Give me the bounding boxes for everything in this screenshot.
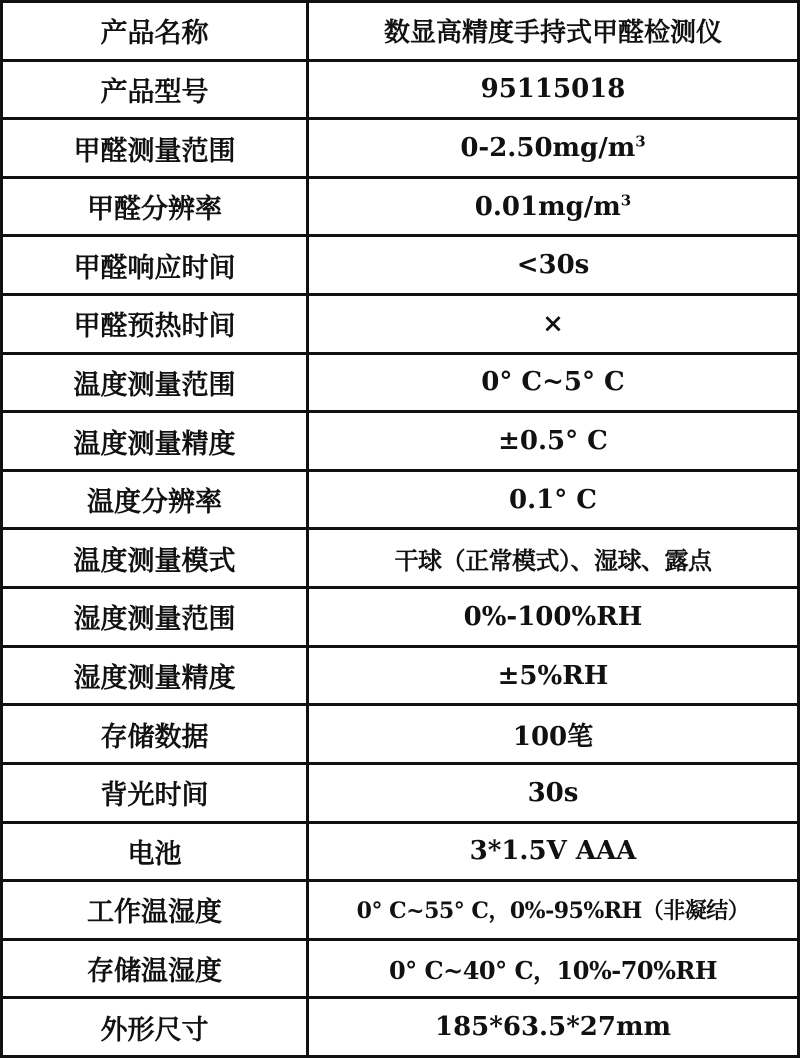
formaldehyde-range-text: 0-2.50mg/m [460,133,636,164]
table-row [2,529,799,588]
row-value-storage-conditions: 0° C~40° C，10%-70%RH [308,939,799,998]
table-row [2,353,799,412]
cubic-superscript: 3 [620,190,632,209]
row-value-operating-conditions: 0° C~55° C，0%-95%RH（非凝结） [308,881,799,940]
row-value-formaldehyde-range [308,119,799,178]
spec-table-body [2,2,799,1057]
table-row [2,412,799,471]
row-value-humidity-accuracy: ±5%RH [308,646,799,705]
table-row [2,998,799,1057]
row-label-operating-conditions: 工作温湿度 [2,881,308,940]
row-value-model: 95115018 [308,60,799,119]
table-row [2,236,799,295]
table-row [2,822,799,881]
formaldehyde-resolution-text: 0.01mg/m [474,191,621,222]
row-label-formaldehyde-resolution: 甲醛分辨率 [2,177,308,236]
table-row [2,295,799,354]
row-label-temperature-resolution: 温度分辨率 [2,470,308,529]
row-value-battery: 3*1.5V AAA [308,822,799,881]
table-row [2,646,799,705]
row-label-backlight-time: 背光时间 [2,763,308,822]
row-value-formaldehyde-preheat: × [308,295,799,354]
row-label-storage-conditions: 存储温湿度 [2,939,308,998]
row-value-data-storage: 100笔 [308,705,799,764]
row-value-formaldehyde-response: <30s [308,236,799,295]
table-row [2,2,799,61]
row-label-formaldehyde-range: 甲醛测量范围 [2,119,308,178]
table-row [2,705,799,764]
row-value-product-name: 数显高精度手持式甲醛检测仪 [308,2,799,61]
row-value-formaldehyde-resolution [308,177,799,236]
row-label-formaldehyde-preheat: 甲醛预热时间 [2,295,308,354]
table-row [2,60,799,119]
table-row [2,939,799,998]
row-label-humidity-range: 湿度测量范围 [2,588,308,647]
table-row [2,177,799,236]
cubic-superscript: 3 [635,132,646,151]
row-label-temperature-accuracy: 温度测量精度 [2,412,308,471]
row-label-temperature-mode: 温度测量模式 [2,529,308,588]
table-row [2,763,799,822]
row-label-model: 产品型号 [2,60,308,119]
row-value-dimensions: 185*63.5*27mm [308,998,799,1057]
row-value-backlight-time: 30s [308,763,799,822]
table-row [2,588,799,647]
row-value-temperature-range: 0° C~5° C [308,353,799,412]
row-label-formaldehyde-response: 甲醛响应时间 [2,236,308,295]
row-label-dimensions: 外形尺寸 [2,998,308,1057]
row-value-humidity-range: 0%-100%RH [308,588,799,647]
row-value-temperature-resolution: 0.1° C [308,470,799,529]
row-label-temperature-range: 温度测量范围 [2,353,308,412]
row-label-data-storage: 存储数据 [2,705,308,764]
table-row [2,119,799,178]
row-value-temperature-mode: 干球（正常模式）、湿球、露点 [308,529,799,588]
table-row [2,881,799,940]
row-label-humidity-accuracy: 湿度测量精度 [2,646,308,705]
table-row [2,470,799,529]
row-label-battery: 电池 [2,822,308,881]
row-value-temperature-accuracy: ±0.5° C [308,412,799,471]
row-label-product-name: 产品名称 [2,2,308,61]
